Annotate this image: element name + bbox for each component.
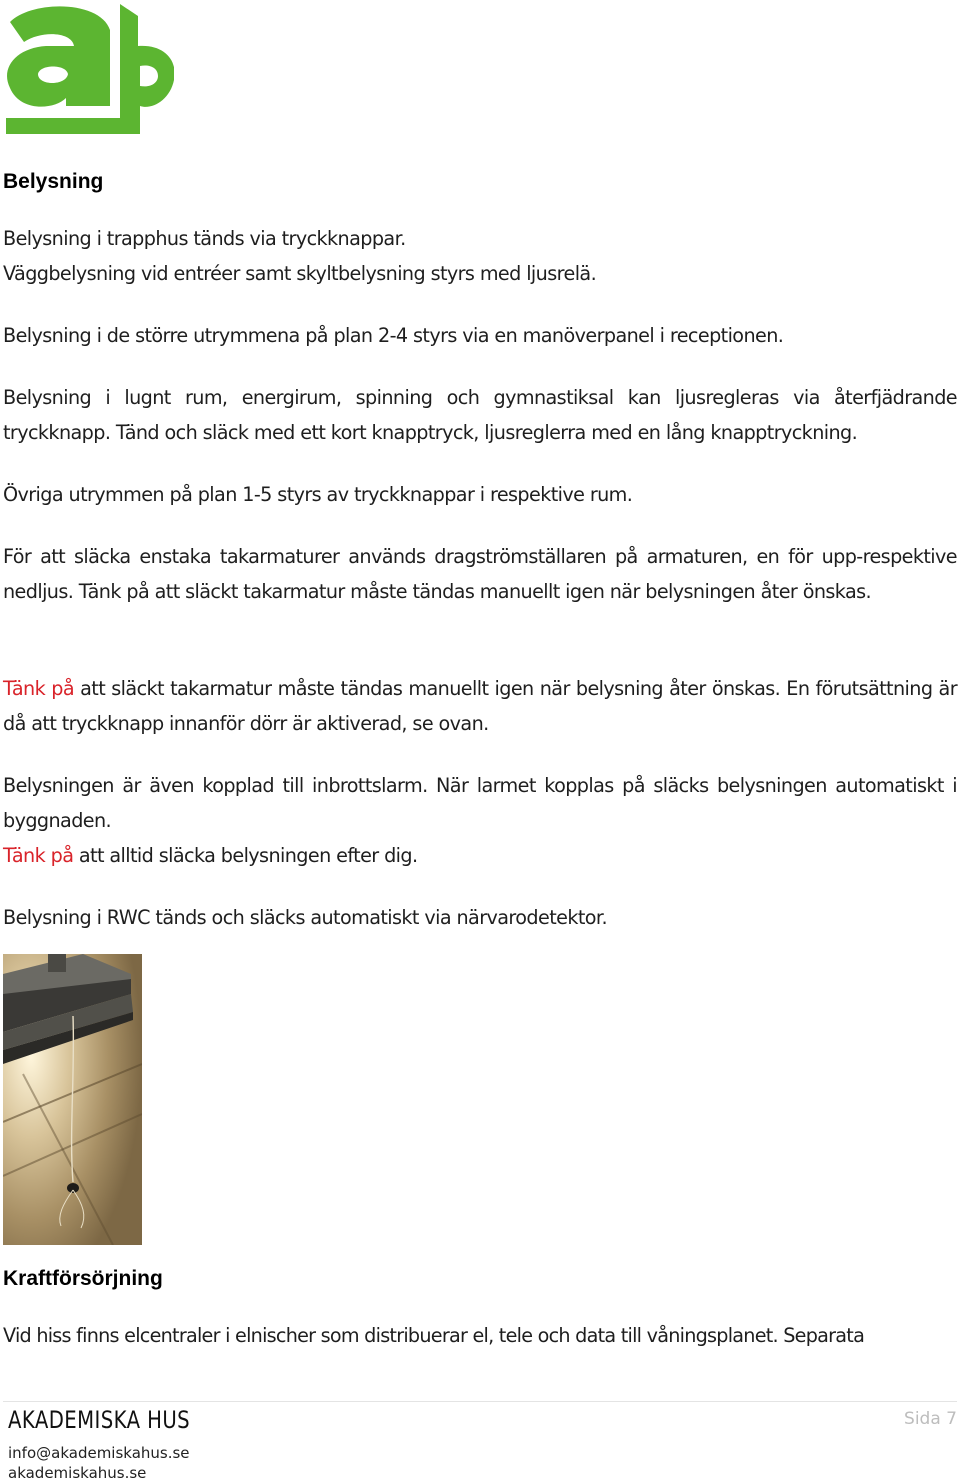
text-span: Belysningen är även kopplad till inbrottslarm. När larmet kopplas på släcks belysningen automatiskt i byggnaden. <box>3 774 957 832</box>
paragraph: Belysning i lugnt rum, energirum, spinning och gymnastiksal kan ljusregleras via återfjädrande tryckknapp. Tänd och släck med ett kort knapptryck, ljusreglerra med en lång knapptryckning. <box>3 386 957 444</box>
paragraph: Belysning i RWC tänds och släcks automatiskt via närvarodetektor. <box>3 906 607 929</box>
section-title-lighting: Belysning <box>3 170 104 193</box>
paragraph: Övriga utrymmen på plan 1-5 styrs av tryckknappar i respektive rum. <box>3 483 633 506</box>
ceiling-light-photo <box>3 954 142 1245</box>
page-number: Sida 7 <box>904 1409 957 1429</box>
highlight-text: Tänk på <box>3 677 74 700</box>
paragraph: För att släcka enstaka takarmaturer används dragströmställaren på armaturen, en för upp-respektive nedljus. Tänk på att släckt takarmatur måste tändas manuellt igen när belysningen åter önskas. <box>3 545 957 603</box>
paragraph <box>3 671 957 741</box>
footer-email-link[interactable]: info@akademiskahus.se <box>8 1444 190 1462</box>
text-line: Väggbelysning vid entréer samt skyltbelysning styrs med ljusrelä. <box>3 262 597 285</box>
text-span: att alltid släcka belysningen efter dig. <box>73 844 418 867</box>
footer-website-link[interactable]: akademiskahus.se <box>8 1464 147 1482</box>
akademiska-hus-logo <box>2 2 174 136</box>
section-title-power: Kraftförsörjning <box>3 1267 163 1290</box>
paragraph: Belysning i de större utrymmena på plan 2-4 styrs via en manöverpanel i receptionen. <box>3 324 784 347</box>
text-line: Belysning i trapphus tänds via tryckknappar. <box>3 227 406 250</box>
text-span: att släckt takarmatur måste tändas manuellt igen när belysning åter önskas. En förutsättning är då att tryckknapp innanför dörr är aktiverad, se ovan. <box>3 677 957 735</box>
paragraph: Vid hiss finns elcentraler i elnischer som distribuerar el, tele och data till våningsplanet. Separata <box>3 1324 865 1347</box>
paragraph <box>3 768 957 873</box>
highlight-text: Tänk på <box>3 844 74 867</box>
footer-brand: AKADEMISKA HUS <box>8 1406 191 1434</box>
paragraph <box>3 221 957 291</box>
footer-divider <box>3 1401 957 1402</box>
